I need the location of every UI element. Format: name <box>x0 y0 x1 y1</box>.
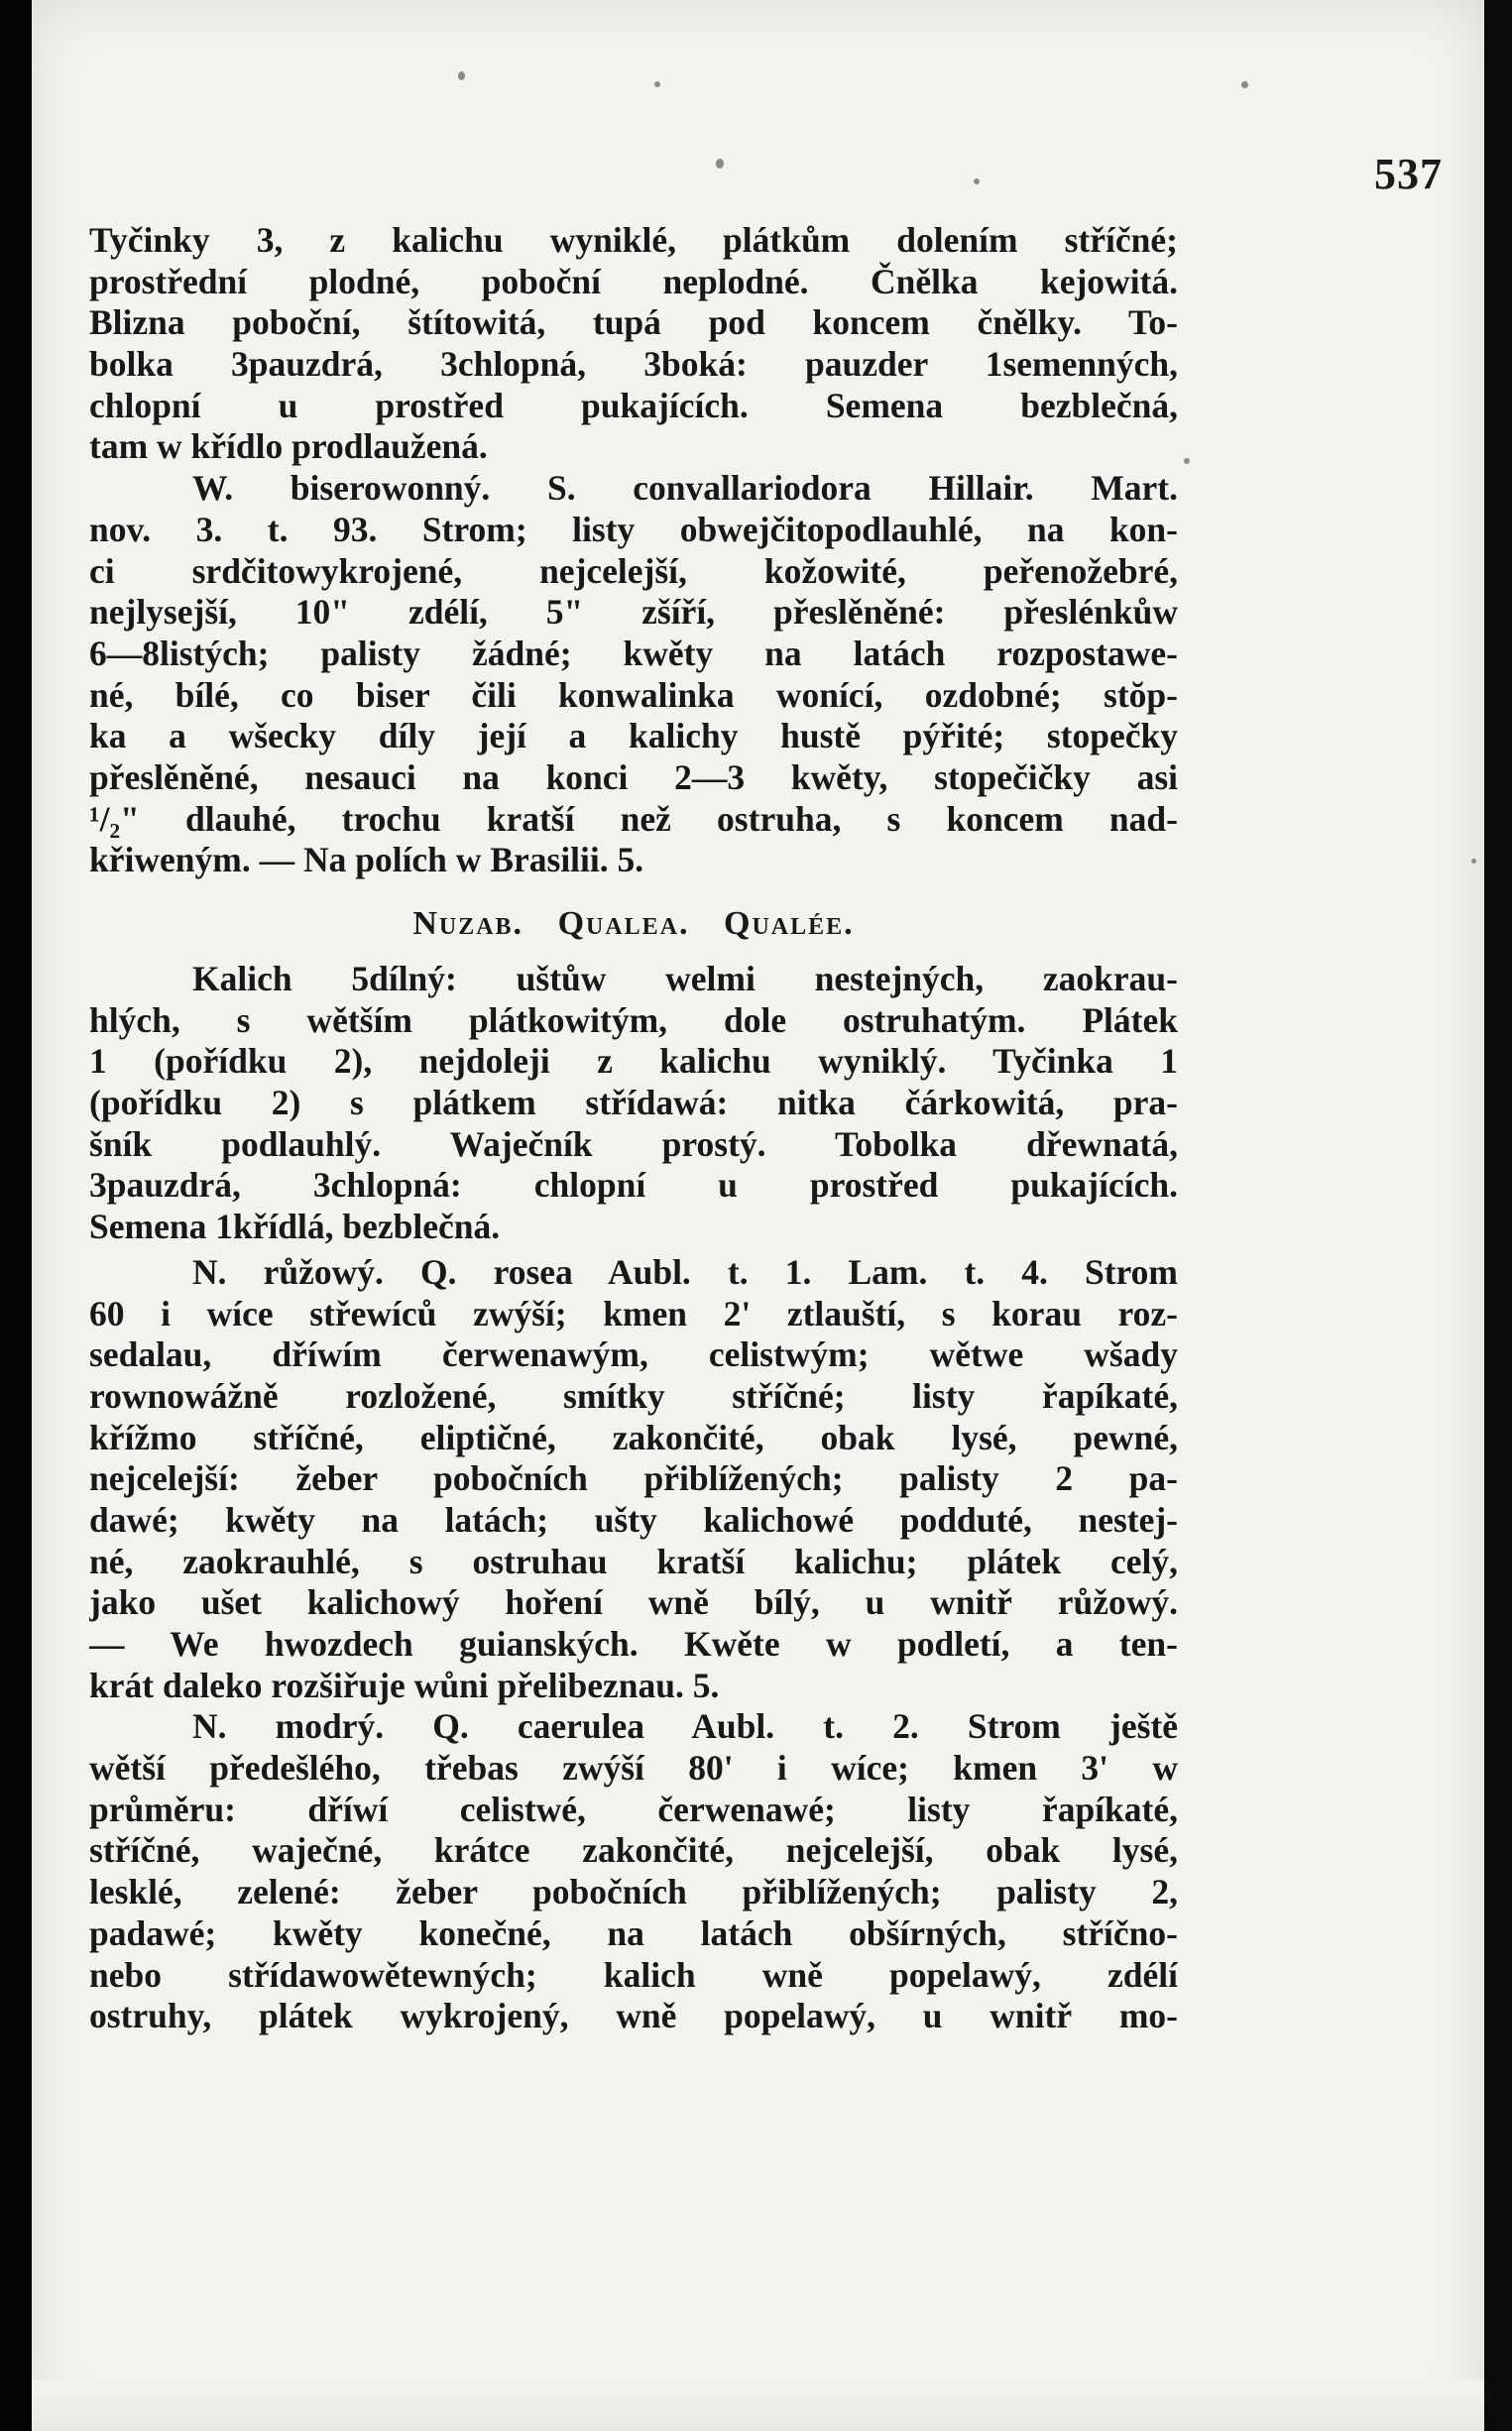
text-line: 6—8listých; palisty žádné; kwěty na latách rozpostawe- <box>89 633 1178 673</box>
text-line: bolka 3pauzdrá, 3chlopná, 3boká: pauzder 1semenných, <box>89 344 1178 385</box>
page-number: 537 <box>1374 150 1443 198</box>
text-line: N. růžowý. Q. rosea Aubl. t. 1. Lam. t. 4. Strom <box>192 1251 1178 1292</box>
scan-speck <box>1184 458 1190 464</box>
scan-border <box>0 0 32 2431</box>
text-line: Blizna poboční, štítowitá, tupá pod koncem čnělky. To- <box>89 302 1178 343</box>
text-line: 3pauzdrá, 3chlopná: chlopní u prostřed pukajících. <box>89 1165 1178 1206</box>
book-page <box>32 0 1484 2431</box>
text-line: 60 i wíce střewíců zwýší; kmen 2' ztlauští, s korau roz- <box>89 1293 1178 1333</box>
text-line: ¹/₂" dlauhé, trochu kratší než ostruha, s koncem nad- <box>89 798 1178 839</box>
text-line: křiweným. — Na polích w Brasilii. 5. <box>89 840 644 880</box>
text-line: (pořídku 2) s plátkem střídawá: nitka čárkowitá, pra- <box>89 1083 1178 1123</box>
species-entry-modry <box>89 1706 1178 2037</box>
text-line: Kalich 5dílný: uštůw welmi nestejných, zaokrau- <box>192 959 1178 998</box>
text-line: průměru: dříwí celistwé, čerwenawé; listy řapíkaté, <box>89 1789 1178 1829</box>
text-line: nov. 3. t. 93. Strom; listy obwejčitopodlauhlé, na kon- <box>89 509 1178 549</box>
text-line: padawé; kwěty konečné, na latách obšírných, stříčno- <box>89 1912 1178 1953</box>
text-line: Tyčinky 3, z kalichu wyniklé, plátkům dolením stříčné; <box>89 220 1178 260</box>
scan-speck <box>1471 859 1476 864</box>
page-body <box>89 220 1178 2037</box>
text-line: prostřední plodné, poboční neplodné. Čnělka kejowitá. <box>89 261 1178 301</box>
genus-name-french: Qualée. <box>724 905 855 942</box>
text-line: hlých, s wětším plátkowitým, dole ostruhatým. Plátek <box>89 999 1178 1040</box>
scan-speck <box>654 81 660 87</box>
text-line: krát daleko rozšiřuje wůni přelibeznau. 5. <box>89 1665 720 1705</box>
text-line: přeslěněné, nesauci na konci 2—3 kwěty, stopečičky asi <box>89 756 1178 797</box>
text-line: šník podlauhlý. Waječník prostý. Tobolka dřewnatá, <box>89 1123 1178 1164</box>
text-line: né, bílé, co biser čili konwalinka wonící, ozdobné; stŏp- <box>89 674 1178 715</box>
text-line: sedalau, dříwím čerwenawým, celistwým; wětwe wšady <box>89 1334 1178 1375</box>
text-line: dawé; kwěty na latách; ušty kalichowé podduté, nestej- <box>89 1499 1178 1540</box>
text-line: nejcelejší: žeber pobočních přiblížených; palisty 2 pa- <box>89 1458 1178 1499</box>
text-line: ostruhy, plátek wykrojený, wně popelawý, u wnitř mo- <box>89 1996 1178 2036</box>
text-line: Semena 1křídlá, bezblečná. <box>89 1207 501 1247</box>
text-line: 1 (pořídku 2), nejdoleji z kalichu wyniklý. Tyčinka 1 <box>89 1041 1178 1082</box>
text-line: lesklé, zelené: žeber pobočních přiblížených; palisty 2, <box>89 1872 1178 1912</box>
text-line: křížmo stříčné, eliptičné, zakončité, obak lysé, pewné, <box>89 1417 1178 1457</box>
text-line: chlopní u prostřed pukajících. Semena bezblečná, <box>89 385 1178 425</box>
species-entry-ruzowy <box>89 1252 1178 1707</box>
scan-speck <box>716 159 724 169</box>
page-bottom-margin <box>32 2379 1484 2431</box>
text-line: rownowážně rozložené, smítky stříčné; listy řapíkaté, <box>89 1375 1178 1416</box>
text-line: né, zaokrauhlé, s ostruhau kratší kalichu; plátek celý, <box>89 1541 1178 1581</box>
text-line: jako ušet kalichowý hoření wně bílý, u wnitř růžowý. <box>89 1582 1178 1623</box>
paragraph-stamens <box>89 220 1178 468</box>
text-line: wětší předešlého, třebas zwýší 80' i wíce; kmen 3' w <box>89 1748 1178 1789</box>
text-line: ka a wšecky díly její a kalichy hustě pýřité; stopečky <box>89 716 1178 756</box>
scan-speck <box>458 71 465 80</box>
scan-speck <box>974 178 980 184</box>
genus-heading <box>89 889 1178 959</box>
text-line: nebo střídawowětewných; kalich wně popelawý, zdélí <box>89 1954 1178 1995</box>
genus-name-latin: Qualea. <box>557 905 690 942</box>
text-line: — We hwozdech guianských. Kwěte w podletí, a ten- <box>89 1624 1178 1664</box>
text-line: nejlysejší, 10" zdélí, 5" zšíří, přeslěněné: přeslénkůw <box>89 592 1178 633</box>
text-line: ci srdčitowykrojené, nejcelejší, kožowité, peřenožebré, <box>89 550 1178 591</box>
species-entry-biserowonny <box>89 468 1178 881</box>
genus-name-czech: Nuzab. <box>412 905 524 942</box>
paragraph-genus-description <box>89 959 1178 1248</box>
text-line: stříčné, waječné, krátce zakončité, nejcelejší, obak lysé, <box>89 1830 1178 1871</box>
text-line: W. biserowonný. S. convallariodora Hillair. Mart. <box>192 468 1178 509</box>
text-line: tam w křídlo prodlaužená. <box>89 426 488 467</box>
scan-speck <box>1241 81 1248 88</box>
text-line: N. modrý. Q. caerulea Aubl. t. 2. Strom ještě <box>192 1706 1178 1747</box>
